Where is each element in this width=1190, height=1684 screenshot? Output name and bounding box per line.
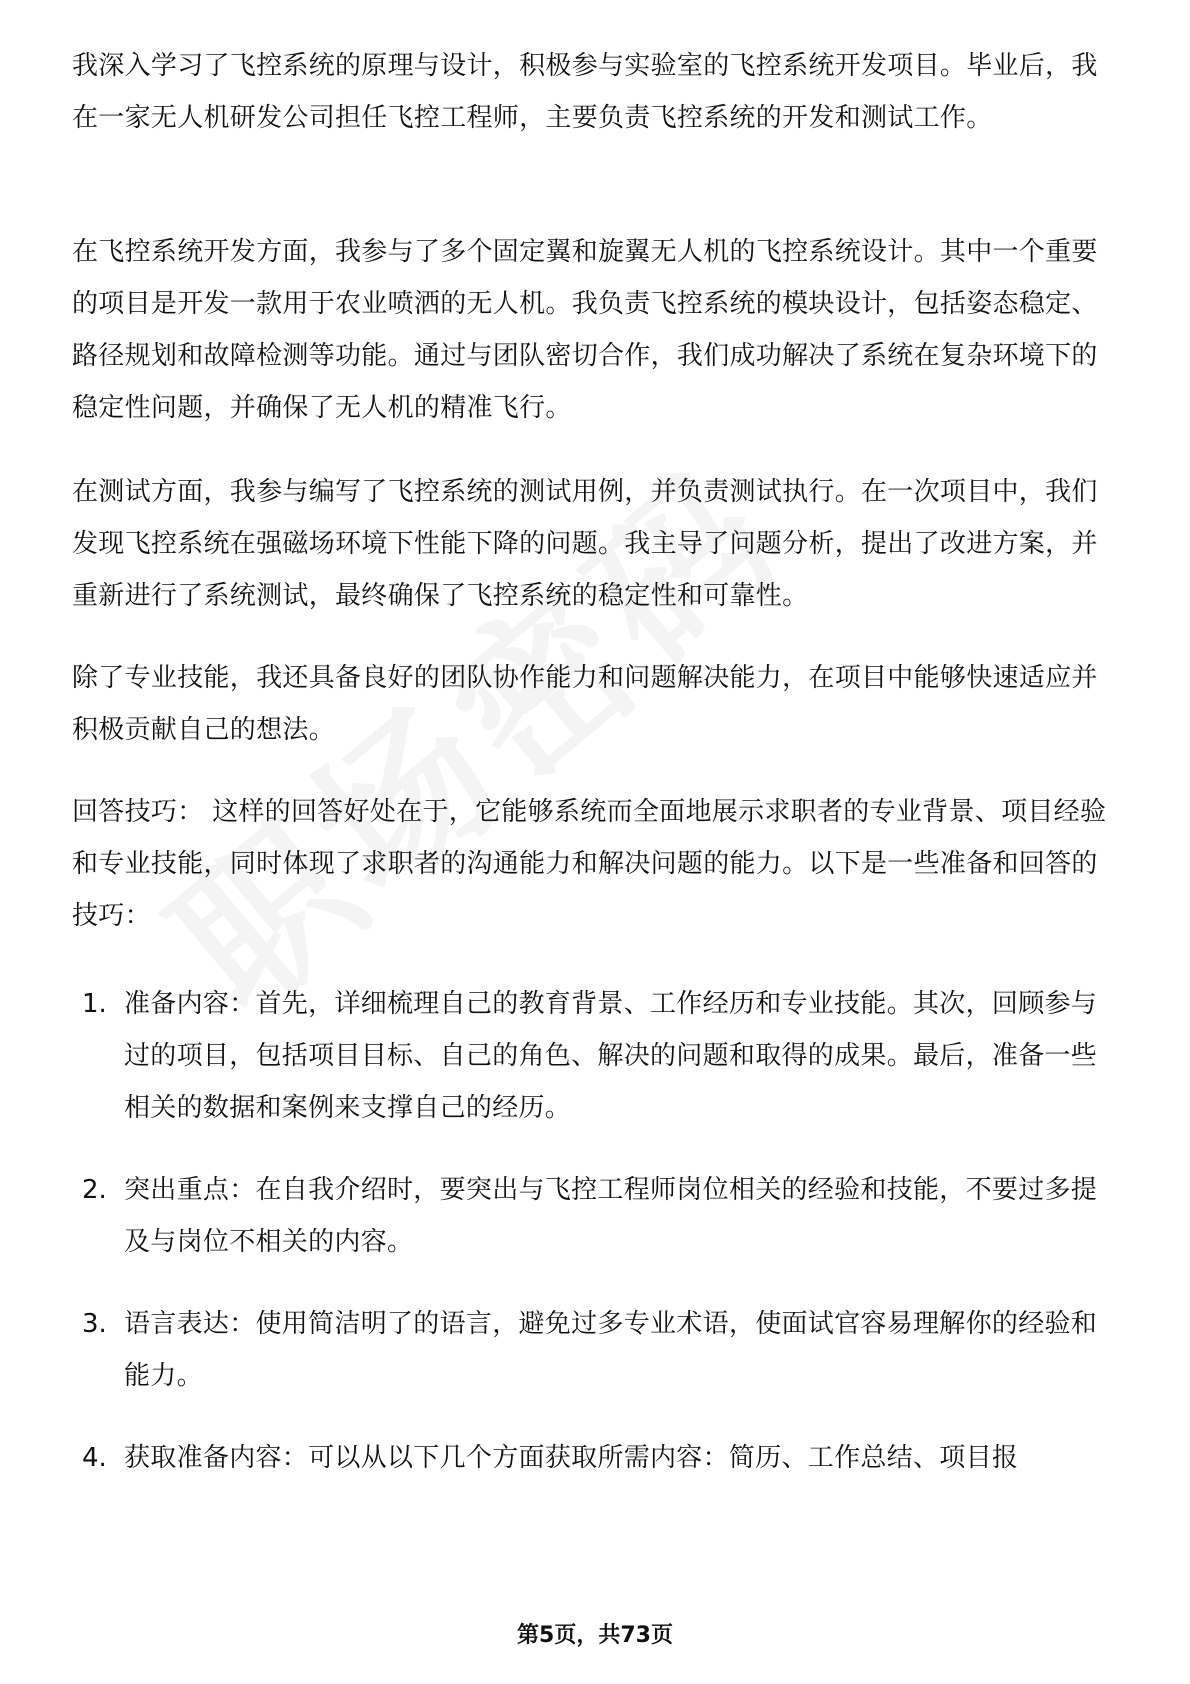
list-text: 获取准备内容：可以从以下几个方面获取所需内容：简历、工作总结、项目报 [124, 1443, 1019, 1473]
paragraph-3: 在测试方面，我参与编写了飞控系统的测试用例，并负责测试执行。在一次项目中，我们发现飞控系统在强磁场环境下性能下降的问题。我主导了问题分析，提出了改进方案，并重新进行了系统测试，最终确保了飞控系统的稳定性和可靠性。 [72, 477, 1098, 611]
list-text: 语言表达：使用简洁明了的语言，避免过多专业术语，使面试官容易理解你的经验和能力。 [124, 1309, 1098, 1391]
list-number: 3. [82, 1309, 107, 1339]
list-text: 突出重点：在自我介绍时，要突出与飞控工程师岗位相关的经验和技能，不要过多提及与岗位不相关的内容。 [124, 1175, 1098, 1257]
paragraph-1: 我深入学习了飞控系统的原理与设计，积极参与实验室的飞控系统开发项目。毕业后，我在一家无人机研发公司担任飞控工程师，主要负责飞控系统的开发和测试工作。 [72, 51, 1098, 133]
paragraph-5: 回答技巧： 这样的回答好处在于，它能够系统而全面地展示求职者的专业背景、项目经验和专业技能，同时体现了求职者的沟通能力和解决问题的能力。以下是一些准备和回答的技巧： [72, 797, 1107, 931]
page-number: 第5页，共73页 [517, 1623, 673, 1648]
list-number: 4. [82, 1443, 107, 1473]
list-text: 准备内容：首先，详细梳理自己的教育背景、工作经历和专业技能。其次，回顾参与过的项目，包括项目目标、自己的角色、解决的问题和取得的成果。最后，准备一些相关的数据和案例来支撑自己的经历。 [124, 989, 1098, 1123]
list-number: 1. [82, 989, 107, 1019]
paragraph-2: 在飞控系统开发方面，我参与了多个固定翼和旋翼无人机的飞控系统设计。其中一个重要的项目是开发一款用于农业喷洒的无人机。我负责飞控系统的模块设计，包括姿态稳定、路径规划和故障检测等功能。通过与团队密切合作，我们成功解决了系统在复杂环境下的稳定性问题，并确保了无人机的精准飞行。 [72, 237, 1098, 423]
list-number: 2. [82, 1175, 107, 1205]
paragraph-4: 除了专业技能，我还具备良好的团队协作能力和问题解决能力，在项目中能够快速适应并积极贡献自己的想法。 [72, 663, 1098, 745]
